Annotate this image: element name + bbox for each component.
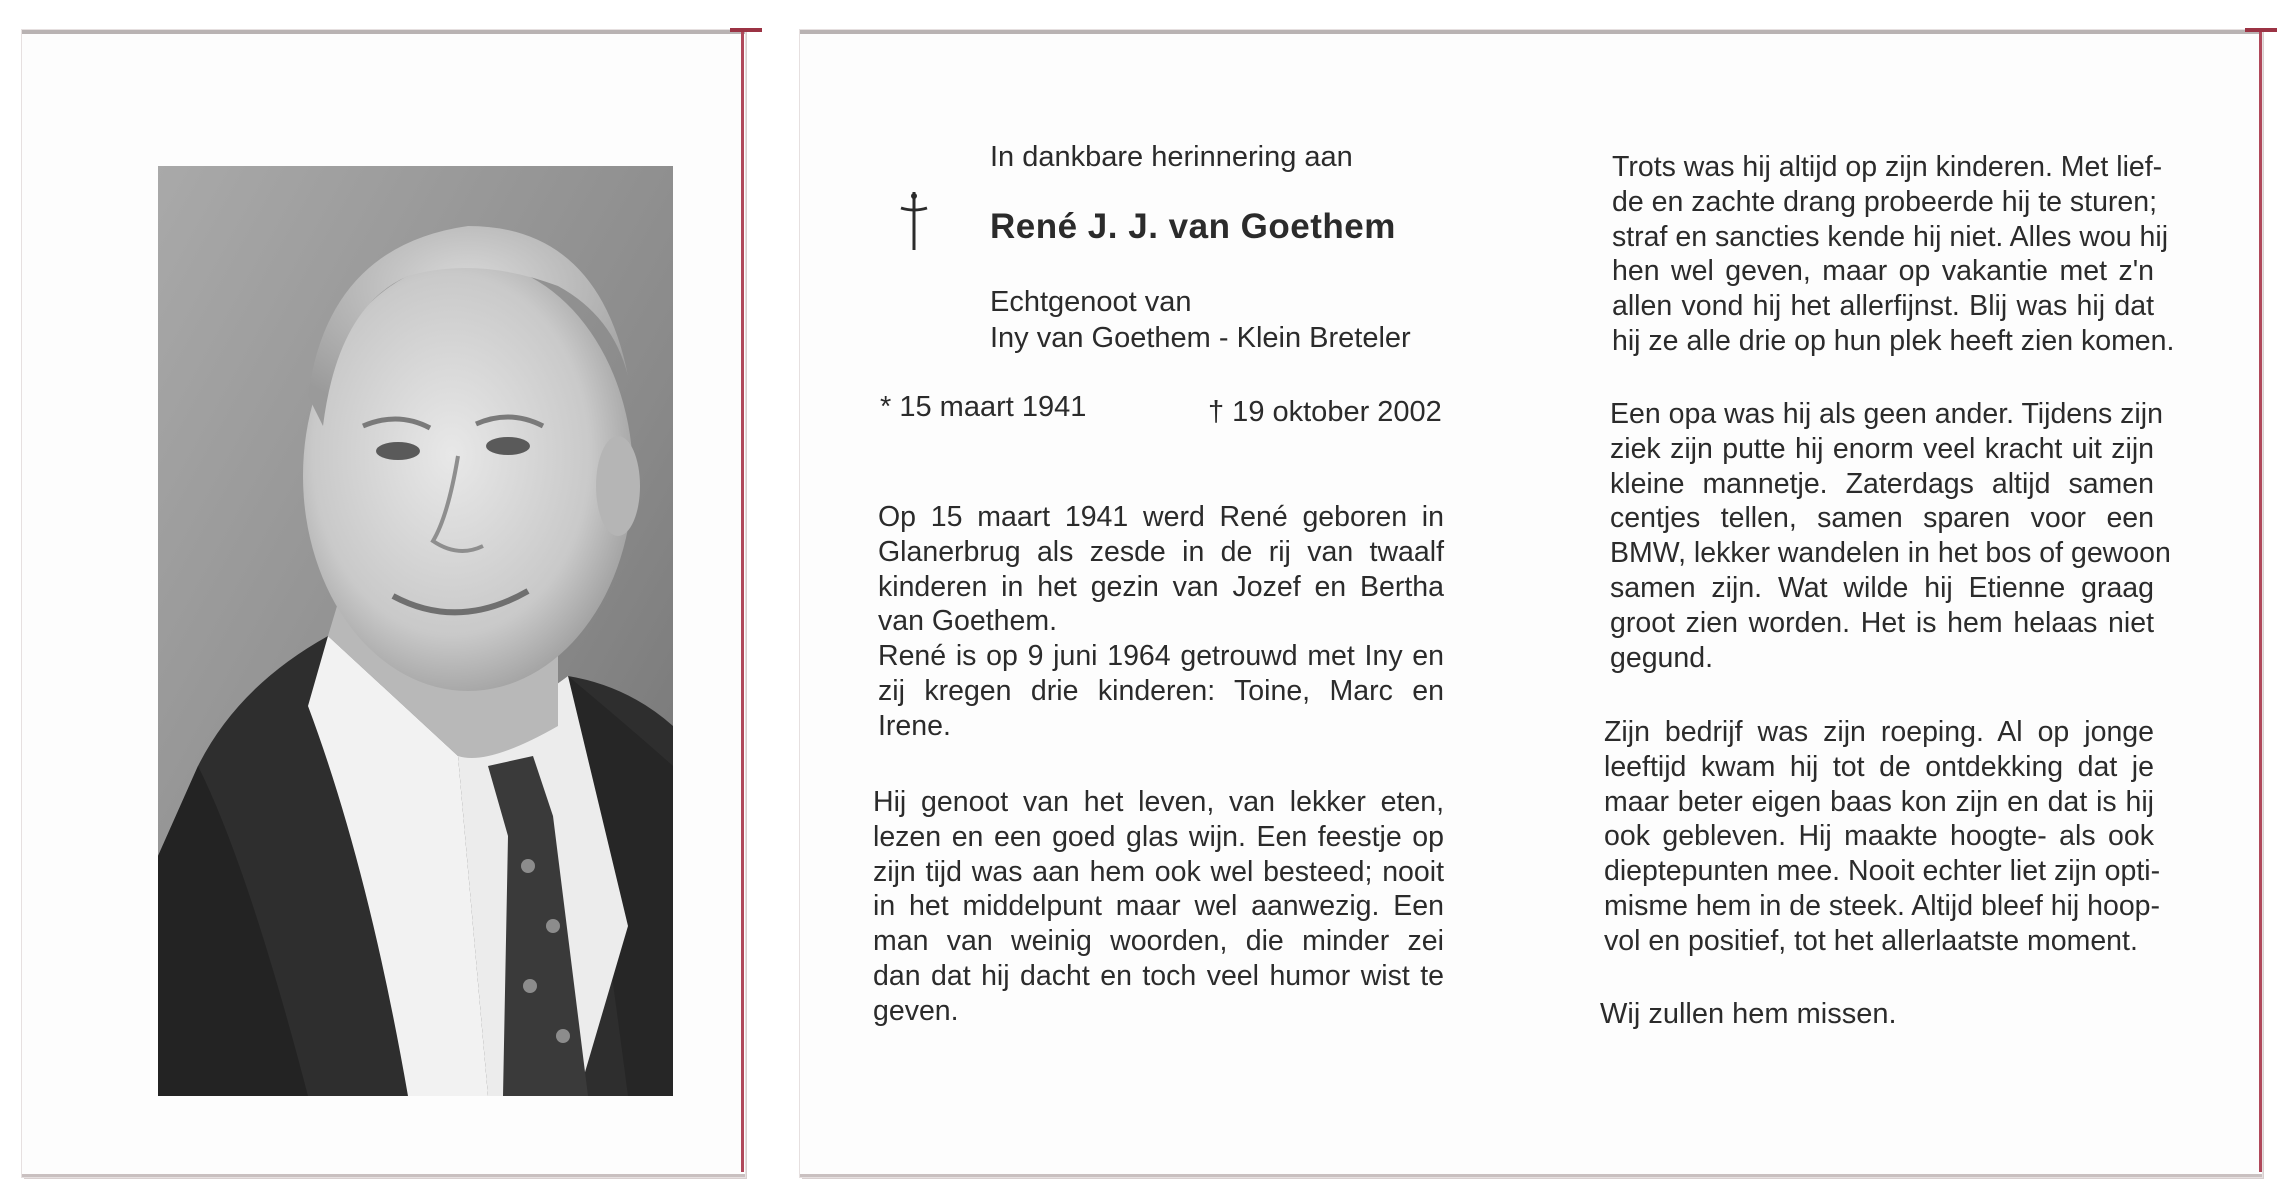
biography-paragraph-4	[1610, 397, 2171, 675]
text-line: ziek zijn putte hij enorm veel kracht uit zijn	[1610, 432, 2154, 465]
text-line: BMW, lekker wandelen in het bos of gewoon	[1610, 537, 2171, 570]
biography-paragraph-5	[1604, 715, 2161, 959]
text-line: Op 15 maart 1941 werd René geboren in	[878, 501, 1444, 533]
text-line: centjes tellen, samen sparen voor een	[1610, 502, 2154, 535]
text-line: maar beter eigen baas kon zijn en dat is hij	[1604, 785, 2154, 818]
biography-paragraph-1	[878, 500, 1444, 744]
text-line: hij ze alle drie op hun plek heeft zien komen.	[1612, 324, 2175, 357]
spouse-label: Echtgenoot van	[990, 286, 1192, 318]
text-line: hen wel geven, maar op vakantie met z'n	[1612, 255, 2154, 288]
text-line: vol en positief, tot het allerlaatste moment.	[1604, 924, 2138, 957]
text-line: Irene.	[878, 709, 951, 742]
text-line: zij kregen drie kinderen: Toine, Marc en	[878, 674, 1444, 707]
text-line: Trots was hij altijd op zijn kinderen. Met lief-	[1612, 151, 2163, 183]
card-edge-line	[741, 32, 744, 1172]
closing-line: Wij zullen hem missen.	[1600, 998, 1897, 1030]
card-edge-mark	[730, 28, 762, 32]
text-line: kleine mannetje. Zaterdags altijd samen	[1610, 467, 2154, 500]
text-line: man van weinig woorden, die minder zei	[873, 925, 1444, 958]
text-line: zijn tijd was aan hem ook wel besteed; nooit	[873, 855, 1444, 888]
text-line: Zijn bedrijf was zijn roeping. Al op jonge	[1604, 716, 2154, 748]
biography-paragraph-3	[1612, 150, 2175, 359]
text-line: groot zien worden. Het is hem helaas niet	[1610, 606, 2154, 639]
text-line: lezen en een goed glas wijn. Een feestje op	[873, 820, 1444, 853]
text-line: samen zijn. Wat wilde hij Etienne graag	[1610, 571, 2154, 604]
text-line: gegund.	[1610, 641, 1714, 674]
text-line: straf en sancties kende hij niet. Alles wou hij	[1612, 220, 2169, 253]
text-line: van Goethem.	[878, 605, 1058, 638]
deceased-name: René J. J. van Goethem	[990, 207, 1396, 246]
text-line: in het middelpunt maar wel aanwezig. Een	[873, 890, 1444, 923]
text-line: dieptepunten mee. Nooit echter liet zijn opti-	[1604, 855, 2161, 888]
text-line: René is op 9 juni 1964 getrouwd met Iny en	[878, 640, 1444, 673]
text-line: allen vond hij het allerfijnst. Blij was hij dat	[1612, 290, 2154, 323]
photo-card	[22, 30, 745, 1177]
heading: In dankbare herinnering aan	[990, 141, 1353, 173]
card-edge-line	[2259, 32, 2262, 1172]
spouse-name: Iny van Goethem - Klein Breteler	[990, 322, 1411, 354]
biography-paragraph-2	[873, 785, 1444, 1029]
cross-icon	[897, 190, 931, 252]
text-line: geven.	[873, 994, 959, 1027]
portrait-photo	[158, 166, 673, 1096]
death-date: † 19 oktober 2002	[1208, 396, 1442, 428]
text-line: misme hem in de steek. Altijd bleef hij hoop-	[1604, 889, 2161, 922]
text-line: dan dat hij dacht en toch veel humor wist te	[873, 959, 1444, 992]
text-line: de en zachte drang probeerde hij te sturen;	[1612, 185, 2158, 218]
text-line: leeftijd kwam hij tot de ontdekking dat je	[1604, 750, 2154, 783]
text-line: Hij genoot van het leven, van lekker eten,	[873, 786, 1444, 818]
text-line: Een opa was hij als geen ander. Tijdens zijn	[1610, 398, 2163, 430]
text-line: Glanerbrug als zesde in de rij van twaalf	[878, 535, 1444, 568]
birth-date: * 15 maart 1941	[880, 391, 1087, 423]
text-line: kinderen in het gezin van Jozef en Bertha	[878, 570, 1444, 603]
text-line: ook gebleven. Hij maakte hoogte- als ook	[1604, 820, 2154, 853]
portrait-image	[158, 166, 673, 1096]
